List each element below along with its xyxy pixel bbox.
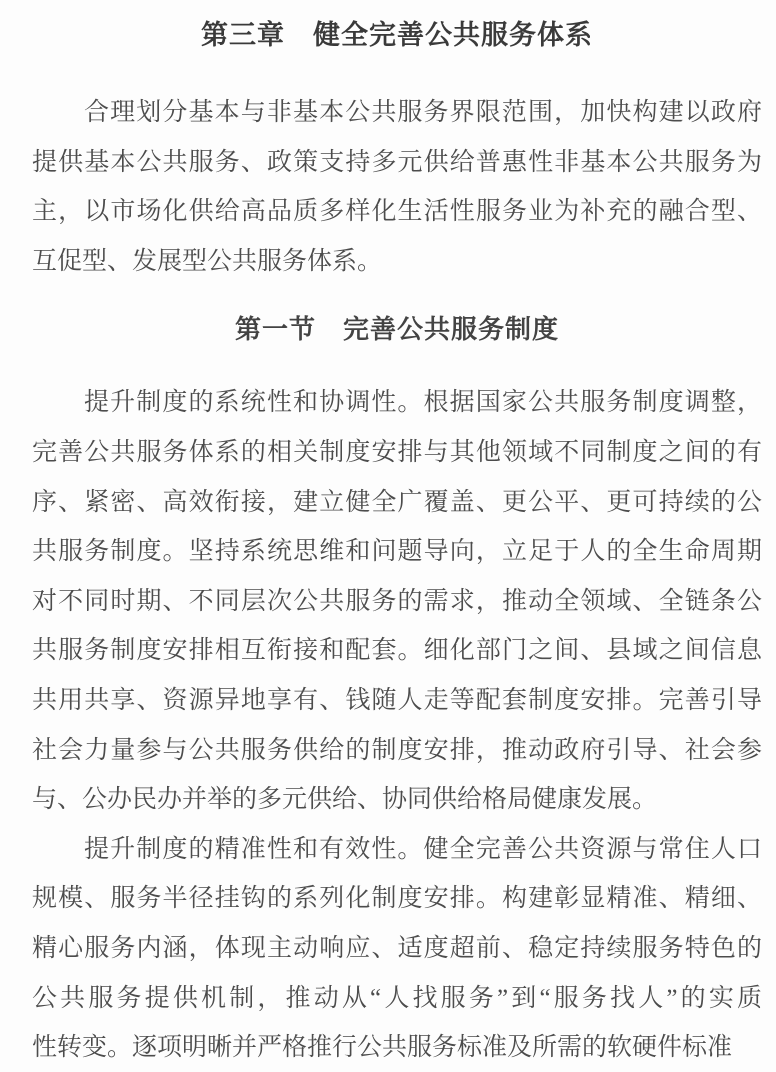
paragraph-line: 社会力量参与公共服务供给的制度安排，推动政府引导、社会参 (32, 736, 762, 764)
section-title: 第一节 完善公共服务制度 (234, 315, 559, 345)
paragraph-line: 完善公共服务体系的相关制度安排与其他领域不同制度之间的有 (32, 438, 762, 466)
paragraph-line: 提升制度的精准性和有效性。健全完善公共资源与常住人口 (84, 835, 762, 863)
paragraph (32, 88, 762, 286)
chapter-title: 第三章 健全完善公共服务体系 (201, 20, 593, 50)
paragraph-line: 公共服务提供机制，推动从“人找服务”到“服务找人”的实质 (32, 984, 762, 1012)
paragraph-line: 与、公办民办并举的多元供给、协同供给格局健康发展。 (32, 786, 658, 814)
paragraph-line: 性转变。逐项明晰并严格推行公共服务标准及所需的软硬件标准 (32, 1034, 733, 1062)
paragraph-line: 规模、服务半径挂钩的系列化制度安排。构建彰显精准、精细、 (32, 885, 762, 913)
paragraph-line: 共服务制度安排相互衔接和配套。细化部门之间、县域之间信息 (32, 637, 762, 665)
paragraph-line: 合理划分基本与非基本公共服务界限范围，加快构建以政府 (84, 99, 762, 126)
paragraph-line: 提供基本公共服务、政策支持多元供给普惠性非基本公共服务为 (32, 148, 762, 176)
paragraph-line: 主，以市场化供给高品质多样化生活性服务业为补充的融合型、 (32, 198, 762, 226)
paragraph-line: 互促型、发展型公共服务体系。 (32, 247, 383, 275)
paragraph-line: 序、紧密、高效衔接，建立健全广覆盖、更公平、更可持续的公 (32, 488, 762, 516)
paragraph-line: 对不同时期、不同层次公共服务的需求，推动全领域、全链条公 (32, 587, 762, 615)
paragraph (32, 825, 762, 1072)
paragraph-line: 共服务制度。坚持系统思维和问题导向，立足于人的全生命周期 (32, 538, 762, 566)
paragraph (32, 378, 762, 824)
paragraph-line: 精心服务内涵，体现主动响应、适度超前、稳定持续服务特色的 (32, 934, 762, 962)
paragraph-line: 共用共享、资源异地享有、钱随人走等配套制度安排。完善引导 (32, 686, 762, 714)
paragraph-line: 提升制度的系统性和协调性。根据国家公共服务制度调整， (84, 389, 762, 417)
